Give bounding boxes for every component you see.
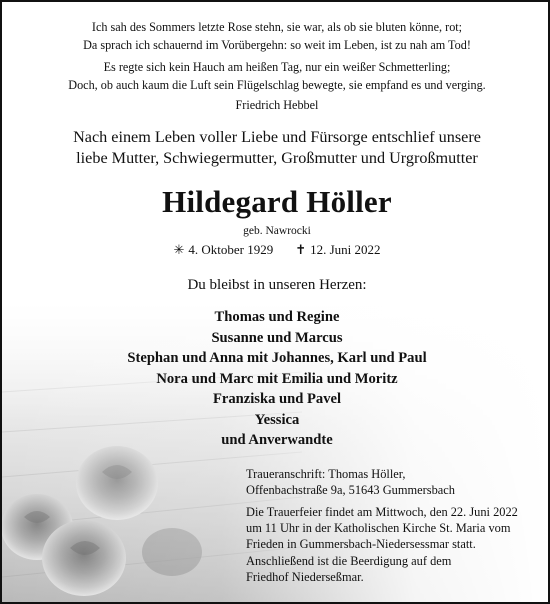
ceremony-line: Anschließend ist die Beerdigung auf dem — [246, 553, 452, 568]
family-member: Nora und Marc mit Emilia und Moritz — [156, 370, 398, 387]
poem-line: Da sprach ich schauernd im Vorübergehn: so weit im Leben, ist zu nah am Tod! — [83, 38, 471, 52]
maiden-name: geb. Nawrocki — [243, 225, 311, 237]
deceased-name: Hildegard Höller — [162, 184, 392, 219]
birth-star-icon: ✳ — [173, 242, 185, 257]
intro-line: liebe Mutter, Schwiegermutter, Großmutter und Urgroßmutter — [76, 149, 478, 167]
family-member: Franziska und Pavel — [212, 391, 342, 407]
family-member: Stephan und Anna mit Johannes, Karl und Paul — [127, 350, 427, 366]
intro-line: Nach einem Leben voller Liebe und Fürsorge entschlief unsere — [73, 128, 481, 146]
poem — [2, 18, 550, 114]
mourning-address — [246, 466, 455, 498]
address-line: Offenbachstraße 9a, 51643 Gummersbach — [246, 483, 455, 498]
heart-line: Du bleibst in unseren Herzen: — [187, 277, 367, 293]
family-member: Susanne und Marcus — [211, 329, 343, 346]
death-cross-icon: ✝ — [295, 242, 307, 257]
ceremony-line: um 11 Uhr in der Katholischen Kirche St. Maria vom — [246, 521, 511, 536]
birth-date: 4. Oktober 1929 — [188, 242, 274, 257]
family-member: und Anverwandte — [221, 432, 333, 448]
poem-line: Doch, ob auch kaum die Luft sein Flügelschlag bewegte, sie empfand es und verging. — [68, 78, 486, 92]
death-date: 12. Juni 2022 — [310, 242, 381, 257]
ceremony-line: Friedhof Niederseßmar. — [246, 569, 364, 584]
poem-line: Es regte sich kein Hauch am heißen Tag, nur ein weißer Schmetterling; — [103, 60, 451, 74]
family-member: Thomas und Regine — [214, 309, 340, 325]
intro-text — [2, 127, 550, 169]
ceremony-info — [246, 504, 518, 585]
life-dates — [2, 242, 550, 258]
ceremony-line: Die Trauerfeier findet am Mittwoch, den 22. Juni 2022 — [246, 505, 518, 519]
family-member: Yessica — [254, 411, 300, 428]
address-line: Traueranschrift: Thomas Höller, — [246, 467, 406, 481]
poem-line: Ich sah des Sommers letzte Rose stehn, sie war, als ob sie bluten könne, rot; — [91, 20, 463, 34]
poem-author: Friedrich Hebbel — [235, 98, 319, 112]
ceremony-line: Frieden in Gummersbach-Niedersessmar statt. — [246, 537, 476, 552]
family-list — [2, 307, 550, 451]
